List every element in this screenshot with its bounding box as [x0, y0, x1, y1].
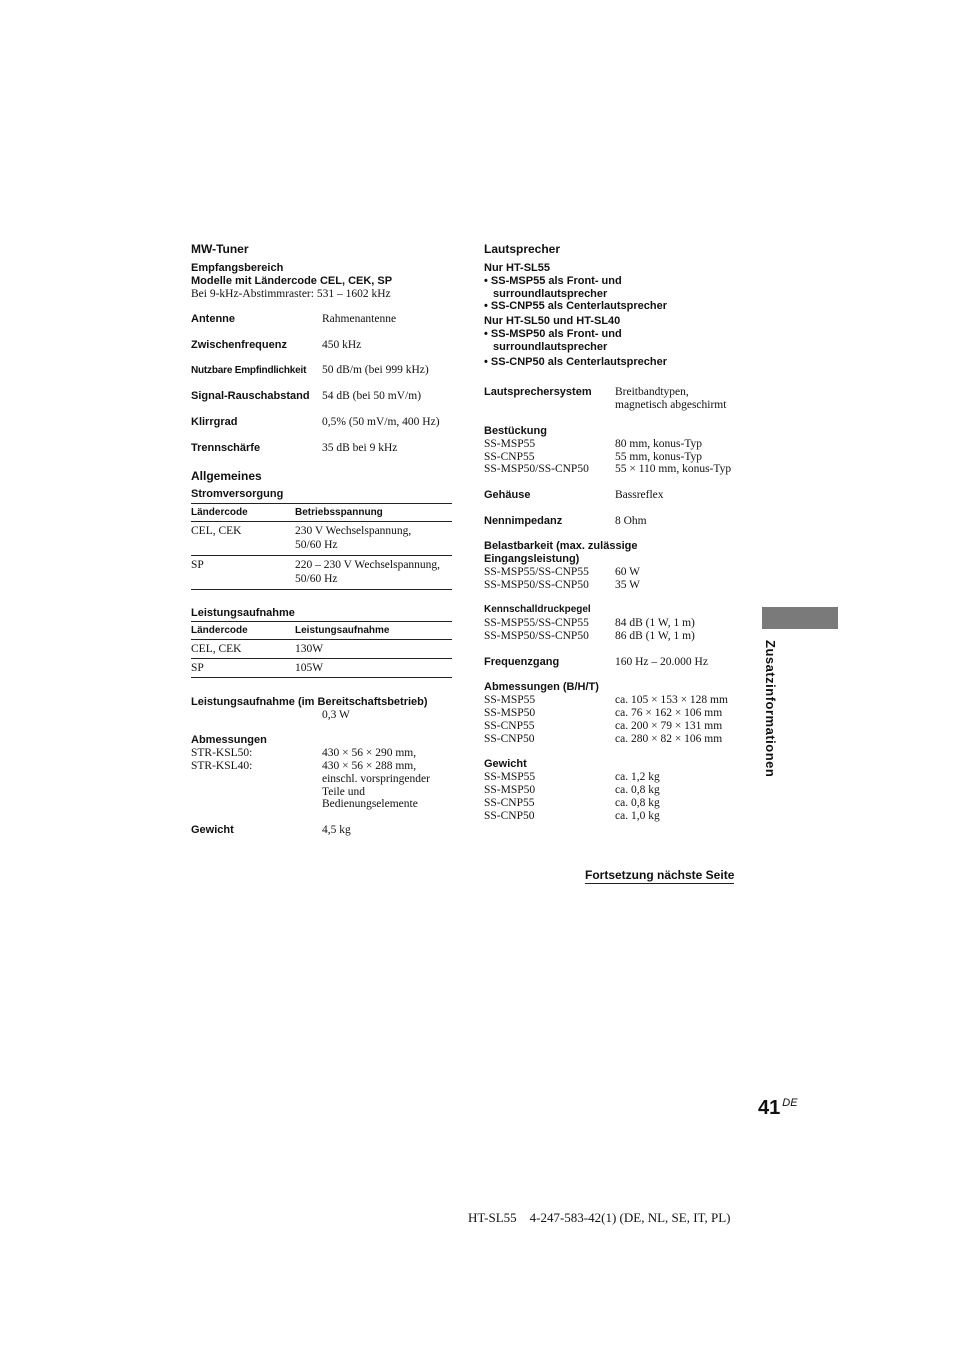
bullet-item: • SS-MSP55 als Front- und: [484, 275, 622, 287]
page-number: [758, 1097, 798, 1120]
bestueckung-label: Bestückung: [484, 425, 547, 437]
model-label: SS-CNP50: [484, 733, 535, 745]
spec-value: Rahmenantenne: [322, 313, 397, 325]
page-language: DE: [782, 1097, 798, 1109]
table-header-cell: Leistungsaufnahme: [295, 625, 390, 636]
model-value: 55 × 110 mm, konus-Typ: [615, 463, 732, 475]
spec-label: Klirrgrad: [191, 416, 238, 428]
abmessungen-value: Bedienungselemente: [322, 798, 418, 810]
spec-value: 0,5% (50 mV/m, 400 Hz): [322, 416, 440, 428]
document-footer: HT-SL55 4-247-583-42(1) (DE, NL, SE, IT, PL): [468, 1210, 731, 1225]
model-label: SS-MSP55: [484, 771, 536, 783]
table-cell: SP: [191, 559, 204, 571]
spec-value: 450 kHz: [322, 339, 362, 351]
group-title: Nur HT-SL50 und HT-SL40: [484, 315, 621, 327]
model-label: SS-MSP50/SS-CNP50: [484, 630, 589, 642]
model-value: ca. 1,2 kg: [615, 771, 660, 783]
model-label: SS-CNP55: [484, 451, 535, 463]
model-value: 35 W: [615, 579, 641, 591]
model-value: 84 dB (1 W, 1 m): [615, 617, 695, 629]
model-value: 60 W: [615, 566, 641, 578]
belastbarkeit-label: Belastbarkeit (max. zulässige: [484, 540, 638, 552]
model-label: SS-CNP55: [484, 797, 535, 809]
model-value: ca. 280 × 82 × 106 mm: [615, 733, 723, 745]
lautsprecher-heading: Lautsprecher: [484, 242, 561, 256]
model-label: SS-MSP50: [484, 707, 536, 719]
table-rule: [191, 677, 452, 678]
gewicht-label: Gewicht: [484, 758, 527, 770]
table-cell: 230 V Wechselspannung,: [295, 525, 412, 537]
table-rule: [191, 621, 452, 622]
spec-label: Signal-Rauschabstand: [191, 390, 310, 402]
model-label: SS-MSP55: [484, 694, 536, 706]
model-value: ca. 0,8 kg: [615, 784, 660, 796]
model-value: ca. 0,8 kg: [615, 797, 660, 809]
nennimpedanz-label: Nennimpedanz: [484, 515, 563, 527]
standby-label: Leistungsaufnahme (im Bereitschaftsbetrieb): [191, 696, 428, 708]
system-label: Lautsprechersystem: [484, 386, 592, 398]
standby-value: 0,3 W: [322, 709, 350, 721]
mw-tuner-heading: MW-Tuner: [191, 242, 249, 256]
gehaeuse-value: Bassreflex: [615, 489, 664, 501]
system-value: Breitbandtypen,: [615, 386, 689, 398]
table-cell: SP: [191, 662, 204, 674]
section-tab-label: Zusatzinformationen: [763, 640, 778, 778]
model-value: 80 mm, konus-Typ: [615, 438, 703, 450]
model-label: SS-MSP50/SS-CNP50: [484, 463, 589, 475]
gehaeuse-label: Gehäuse: [484, 489, 531, 501]
system-value: magnetisch abgeschirmt: [615, 399, 727, 411]
continued-next-page-link[interactable]: Fortsetzung nächste Seite: [585, 868, 735, 882]
table-cell: 105W: [295, 662, 324, 674]
belastbarkeit-label: Eingangsleistung): [484, 553, 580, 565]
model-value: ca. 200 × 79 × 131 mm: [615, 720, 723, 732]
table-cell: CEL, CEK: [191, 643, 242, 655]
table-rule: [191, 589, 452, 590]
empfangsbereich-sublabel: Modelle mit Ländercode CEL, CEK, SP: [191, 275, 393, 287]
abmessungen-value: einschl. vorspringender: [322, 773, 430, 785]
spec-label: Trennschärfe: [191, 442, 261, 454]
model-label: SS-MSP55/SS-CNP55: [484, 566, 589, 578]
table-cell: 220 – 230 V Wechselspannung,: [295, 559, 441, 571]
empfangsbereich-value: Bei 9-kHz-Abstimmraster: 531 – 1602 kHz: [191, 288, 391, 300]
model-label: SS-CNP55: [484, 720, 535, 732]
spec-label: Antenne: [191, 313, 235, 325]
model-label: SS-MSP55: [484, 438, 536, 450]
bullet-item-continued: surroundlautsprecher: [493, 288, 608, 300]
abmessungen-value: 430 × 56 × 290 mm,: [322, 747, 417, 759]
bullet-item: • SS-CNP50 als Centerlautsprecher: [484, 356, 667, 368]
spec-label: Nutzbare Empfindlichkeit: [191, 365, 307, 376]
table-header-cell: Ländercode: [191, 507, 248, 518]
model-label: SS-MSP50/SS-CNP50: [484, 579, 589, 591]
model-value: ca. 76 × 162 × 106 mm: [615, 707, 723, 719]
leistungsaufnahme-title: Leistungsaufnahme: [191, 607, 295, 619]
table-rule: [191, 555, 452, 556]
model-label: SS-CNP50: [484, 810, 535, 822]
spec-label: Zwischenfrequenz: [191, 339, 287, 351]
table-rule: [191, 503, 452, 504]
model-value: ca. 105 × 153 × 128 mm: [615, 694, 728, 706]
nennimpedanz-value: 8 Ohm: [615, 515, 647, 527]
model-value: 55 mm, konus-Typ: [615, 451, 703, 463]
section-tab-marker: [762, 607, 838, 629]
gewicht-value: 4,5 kg: [322, 824, 351, 836]
bullet-item: • SS-MSP50 als Front- und: [484, 328, 622, 340]
table-cell: 50/60 Hz: [295, 573, 338, 585]
abmessungen-label: Abmessungen: [191, 734, 267, 746]
table-rule: [191, 639, 452, 640]
model-value: ca. 1,0 kg: [615, 810, 660, 822]
frequenzgang-label: Frequenzgang: [484, 656, 560, 668]
abmessungen-value: Teile und: [322, 786, 365, 798]
table-rule: [191, 658, 452, 659]
abmessungen-value: 430 × 56 × 288 mm,: [322, 760, 417, 772]
frequenzgang-value: 160 Hz – 20.000 Hz: [615, 656, 708, 668]
page-number-value: 41: [758, 1097, 781, 1119]
stromversorgung-title: Stromversorgung: [191, 488, 284, 500]
table-rule: [191, 521, 452, 522]
model-label: SS-MSP50: [484, 784, 536, 796]
table-cell: CEL, CEK: [191, 525, 242, 537]
spec-value: 35 dB bei 9 kHz: [322, 442, 398, 454]
abmessungen-label: Abmessungen (B/H/T): [484, 681, 599, 693]
group-title: Nur HT-SL55: [484, 262, 551, 274]
table-header-cell: Ländercode: [191, 625, 248, 636]
empfangsbereich-label: Empfangsbereich: [191, 262, 284, 274]
bullet-item-continued: surroundlautsprecher: [493, 341, 608, 353]
allgemeines-heading: Allgemeines: [191, 469, 262, 483]
table-header-cell: Betriebsspannung: [295, 507, 383, 518]
model-label: STR-KSL50:: [191, 747, 253, 759]
table-cell: 130W: [295, 643, 324, 655]
model-label: SS-MSP55/SS-CNP55: [484, 617, 589, 629]
model-value: 86 dB (1 W, 1 m): [615, 630, 695, 642]
kennschalldruckpegel-label: Kennschalldruckpegel: [484, 604, 591, 615]
gewicht-label: Gewicht: [191, 824, 234, 836]
table-cell: 50/60 Hz: [295, 539, 338, 551]
spec-value: 50 dB/m (bei 999 kHz): [322, 364, 429, 376]
bullet-item: • SS-CNP55 als Centerlautsprecher: [484, 300, 667, 312]
spec-value: 54 dB (bei 50 mV/m): [322, 390, 422, 402]
model-label: STR-KSL40:: [191, 760, 253, 772]
